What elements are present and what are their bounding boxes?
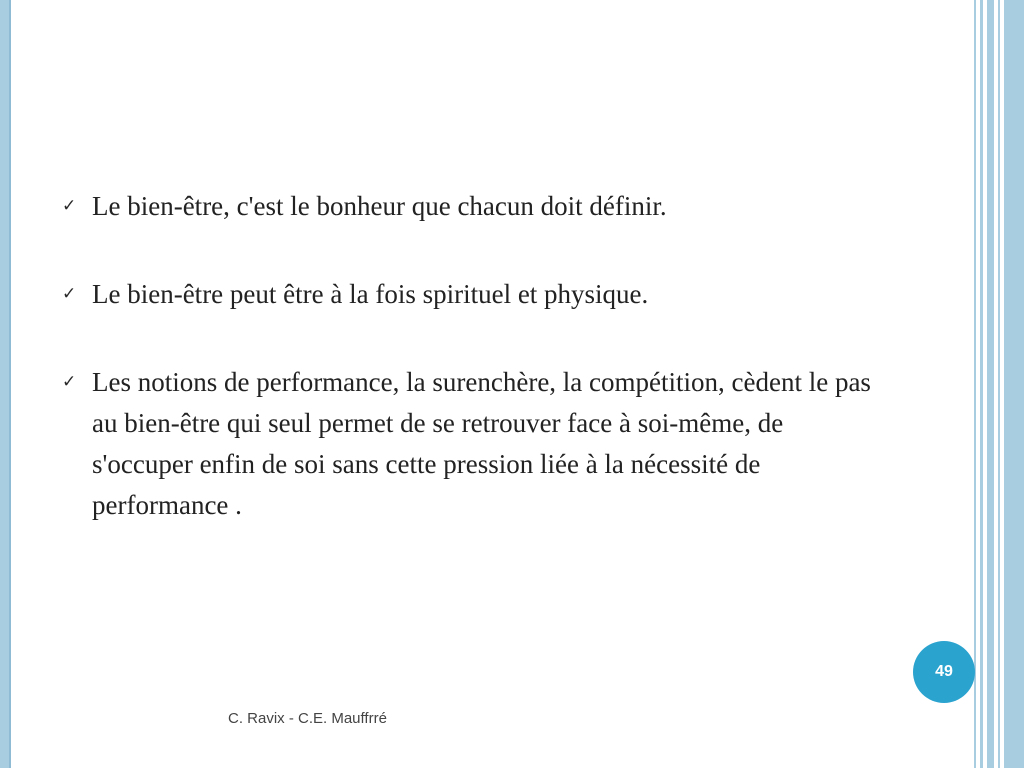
bullet-text: Les notions de performance, la surenchère, la compétition, cèdent le pas au bien-être qui seul permet de se retrouver face à soi-même, de s'occuper enfin de soi sans cette pression liée à la nécessité de performance . <box>92 367 871 520</box>
right-border-stripes <box>974 0 1024 768</box>
right-stripe <box>980 0 983 768</box>
right-stripe <box>1004 0 1024 768</box>
right-stripe <box>998 0 1000 768</box>
right-stripe <box>974 0 976 768</box>
checkmark-icon: ✓ <box>62 196 77 216</box>
right-stripe <box>987 0 994 768</box>
bullet-item <box>62 186 882 227</box>
bullet-item <box>62 362 882 526</box>
bullet-text: Le bien-être peut être à la fois spirituel et physique. <box>92 279 649 309</box>
footer-author: C. Ravix - C.E. Mauffrré <box>228 710 387 727</box>
bullet-list <box>62 186 882 573</box>
checkmark-icon: ✓ <box>62 372 77 392</box>
bullet-text: Le bien-être, c'est le bonheur que chacun doit définir. <box>92 191 667 221</box>
page-number-badge: 49 <box>913 641 975 703</box>
bullet-item <box>62 274 882 315</box>
left-border-line <box>9 0 11 768</box>
checkmark-icon: ✓ <box>62 284 77 304</box>
